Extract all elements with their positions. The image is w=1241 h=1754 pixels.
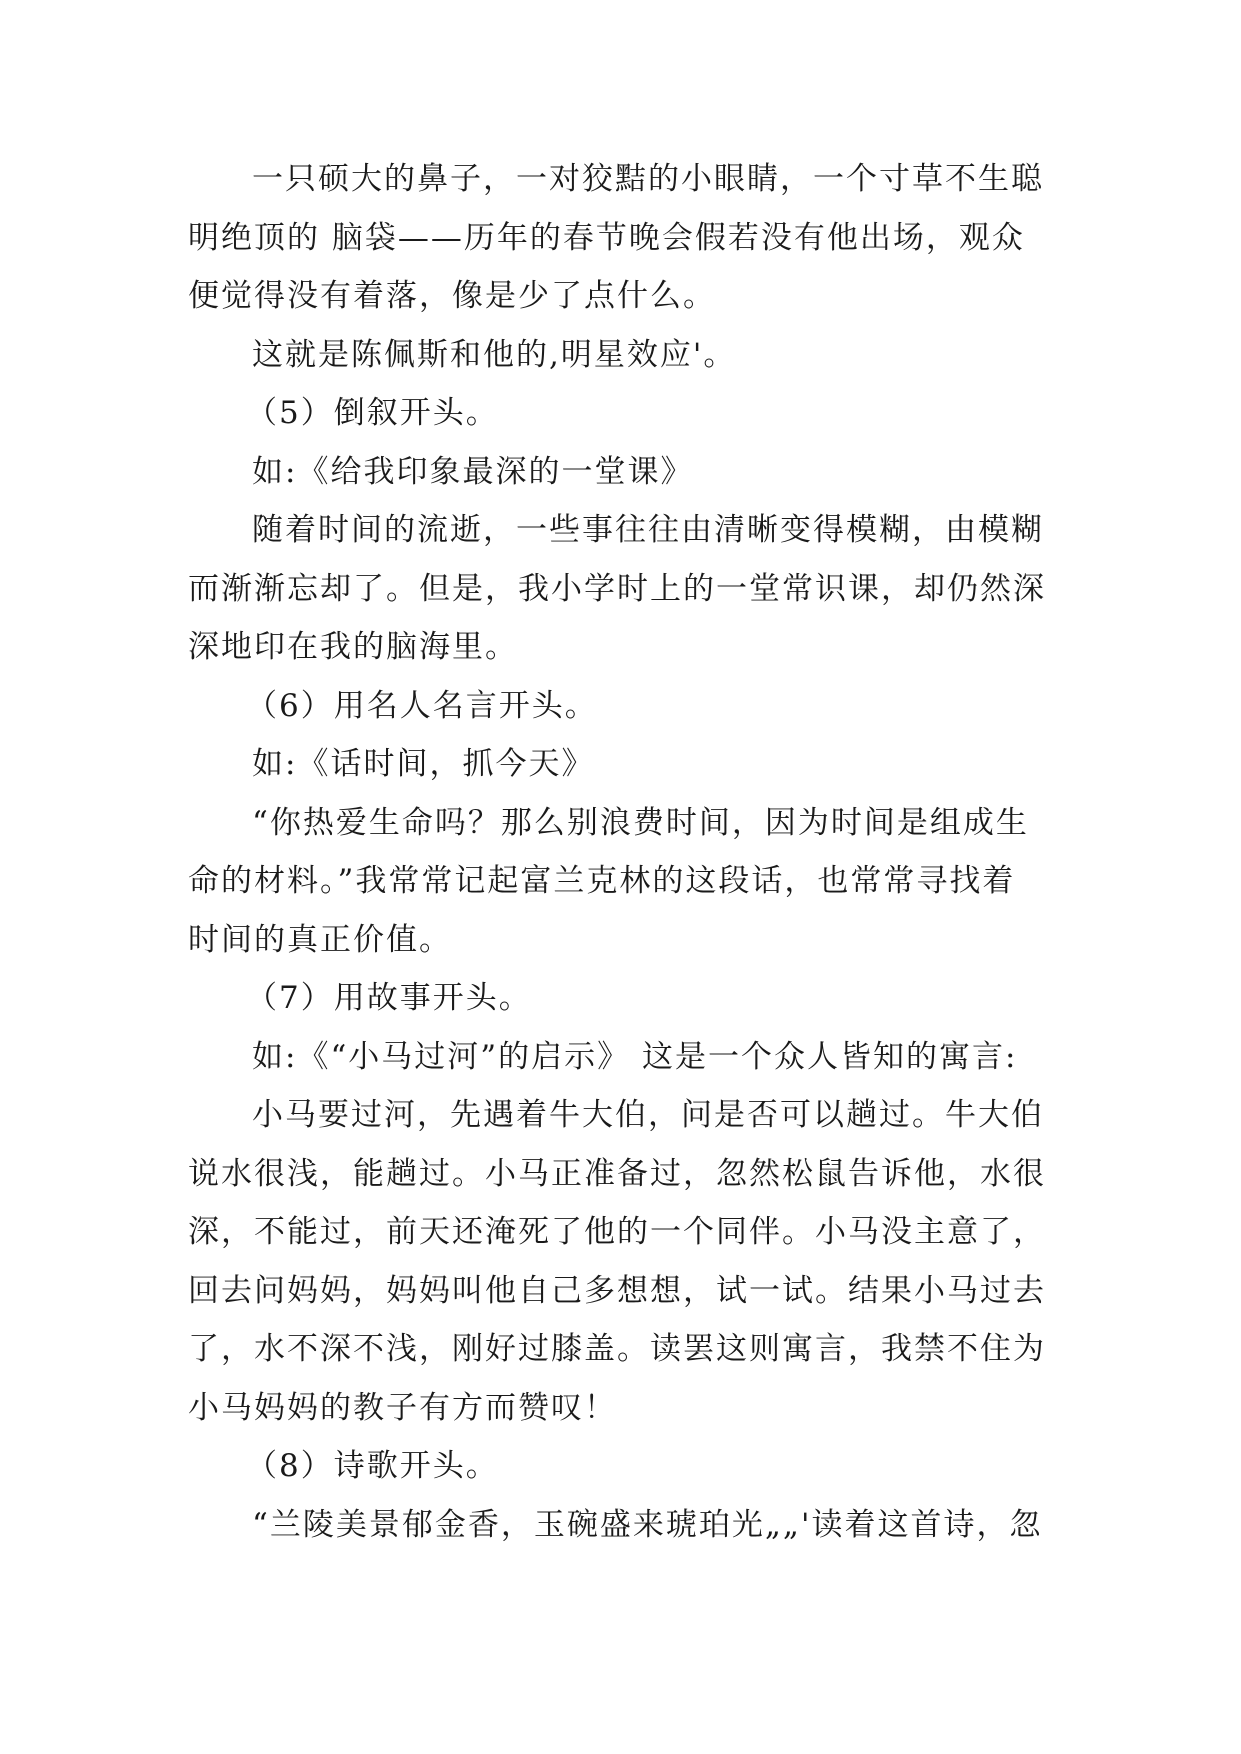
text-line: 这就是陈佩斯和他的,明星效应'。 bbox=[252, 336, 737, 373]
example-title: 如:《给我印象最深的一堂课》 bbox=[252, 453, 694, 490]
text-line: 小马要过河，先遇着牛大伯，问是否可以趟过。牛大伯 bbox=[252, 1097, 1044, 1133]
text-line: “兰陵美景郁金香，玉碗盛来琥珀光„„'读着这首诗，忽 bbox=[252, 1506, 1043, 1543]
text-line: 了，水不深不浅，刚好过膝盖。读罢这则寓言，我禁不住为 bbox=[188, 1331, 1046, 1367]
text-line: “你热爱生命吗？那么别浪费时间，因为时间是组成生 bbox=[252, 804, 1029, 841]
text-line: 深，不能过，前天还淹死了他的一个同伴。小马没主意了， bbox=[188, 1214, 1046, 1250]
text-line: 便觉得没有着落，像是少了点什么。 bbox=[188, 278, 716, 314]
text-line: 随着时间的流逝，一些事往往由清晰变得模糊，由模糊 bbox=[252, 512, 1044, 548]
text-line: 说水很浅，能趟过。小马正准备过，忽然松鼠告诉他，水很 bbox=[188, 1155, 1046, 1192]
text-line: 一只硕大的鼻子，一对狡黠的小眼睛，一个寸草不生聪 bbox=[252, 161, 1044, 197]
text-line: 回去问妈妈，妈妈叫他自己多想想，试一试。结果小马过去 bbox=[188, 1272, 1046, 1309]
example-title: 如:《“小马过河”的启示》 这是一个众人皆知的寓言: bbox=[252, 1038, 1018, 1075]
text-line: 小马妈妈的教子有方而赞叹！ bbox=[188, 1389, 617, 1426]
section-heading: （8）诗歌开头。 bbox=[246, 1448, 499, 1484]
text-line: 深地印在我的脑海里。 bbox=[188, 629, 518, 665]
text-line: 命的材料。”我常常记起富兰克林的这段话，也常常寻找着 bbox=[188, 863, 1016, 899]
text-line: 而渐渐忘却了。但是，我小学时上的一堂常识课，却仍然深 bbox=[188, 570, 1046, 607]
section-heading: （6）用名人名言开头。 bbox=[246, 687, 598, 724]
text-line: 明绝顶的 脑袋——历年的春节晚会假若没有他出场，观众 bbox=[188, 219, 1025, 256]
text-line: 时间的真正价值。 bbox=[188, 921, 452, 958]
document-body bbox=[188, 150, 1054, 1554]
section-heading: （5）倒叙开头。 bbox=[246, 395, 499, 431]
section-heading: （7）用故事开头。 bbox=[246, 980, 532, 1016]
example-title: 如:《话时间，抓今天》 bbox=[252, 746, 595, 782]
